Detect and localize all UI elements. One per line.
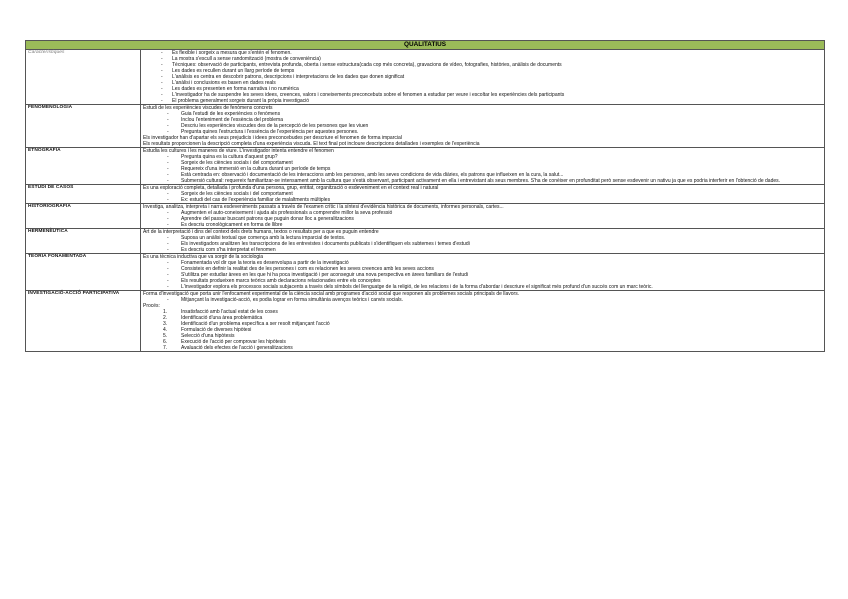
step-number: 2. bbox=[163, 315, 168, 321]
table-row bbox=[26, 148, 825, 185]
row-intro: Forma d'investigació que porta unir l'enfocament experimental de la ciència social amb programes d'acció social que responen als problemes socials principals de llavors. bbox=[143, 291, 520, 297]
list-item: - Les dades es presenten en forma narrativa i no numèrica bbox=[143, 86, 822, 92]
row-intro: Art de la interpretació i dins del context dels drets humans, textos o resultats per a que es puguin entendre bbox=[143, 229, 379, 235]
list-item: - Les dades es recullen durant un llarg període de temps bbox=[143, 68, 822, 74]
list-item: - Pregunta quines l'estructura i l'essència de l'experiència per aquestes persones. bbox=[143, 129, 822, 135]
list-item: - L'anàlisi i conclusions es basen en dades reals bbox=[143, 80, 822, 86]
row-content-hermeneutica bbox=[141, 229, 825, 254]
list-item: - Ex: estudi del cas de l'experiència familiar de malaltments múltiples bbox=[143, 197, 822, 203]
step-number: 5. bbox=[163, 333, 168, 339]
table-header-row bbox=[26, 41, 825, 50]
list-item: - La mostra s'escull a sense randomització (mostra de conveniència) bbox=[143, 56, 822, 62]
list-item: - Guia l'estudi de les experiències o fenòmens bbox=[143, 111, 822, 117]
row-label-etnografia: ETNOGRAFIA bbox=[26, 148, 141, 185]
step-text: Execució de l'acció per comprovar les hipòtesis bbox=[181, 339, 286, 345]
list-item bbox=[143, 345, 822, 351]
table-row bbox=[26, 229, 825, 254]
qualitative-methods-table bbox=[25, 40, 825, 352]
row-content-caracteristiques bbox=[141, 50, 825, 105]
table-row bbox=[26, 50, 825, 105]
list-item: - Pregunta quina es la cultura d'aquest grup? bbox=[143, 154, 822, 160]
table-row bbox=[26, 291, 825, 352]
step-text: Identificació d'una àrea problemàtica bbox=[181, 315, 263, 321]
row-label-iap: INVESTIGACIÓ-ACCIÓ PARTICIPATIVA bbox=[26, 291, 141, 352]
row-content-teoria bbox=[141, 254, 825, 291]
row-content-estudi-casos bbox=[141, 185, 825, 204]
list-item: - L'investigador ha de suspendre les seves idees, creences, valors i coneixements preconcebuts sobre el fenomen a estudiar per veure i escoltar les experiències dels participants bbox=[143, 92, 822, 98]
list-item: - Sorgeix de les ciències socials i del comportament bbox=[143, 160, 822, 166]
row-intro: És una exploració completa, detallada i profunda d'una persona, grup, entitat, organització o esdeveniment en el context real i natural bbox=[143, 185, 439, 191]
row-content-etnografia bbox=[141, 148, 825, 185]
list-item: - El problema generalment sorgeix durant la pròpia investigació bbox=[143, 98, 822, 104]
row-intro: Estudia les cultures i les maneres de viure. L'investigador intenta entendre el fenomen bbox=[143, 148, 334, 154]
list-item: - Mitjançant la investigació-acció, es podia lograr en forma simultània avenços teòrics i canvis socials. bbox=[143, 297, 822, 303]
list-item: - S'utilitza per estudiar àrees en les que hi ha poca investigació i per aconseguir una nova perspectiva en àrees familiars de l'estudi bbox=[143, 272, 822, 278]
list-item: - Requereix d'una immersió en la cultura durant un període de temps bbox=[143, 166, 822, 172]
list-item: - Es descriu com s'ha interpretat el fenomen bbox=[143, 247, 822, 253]
step-text: Formulació de diverses hipòtesi bbox=[181, 327, 252, 333]
table-row bbox=[26, 185, 825, 204]
step-number: 7. bbox=[163, 345, 168, 351]
table-title: QUALITATIUS bbox=[26, 41, 825, 50]
list-item: - Els investigadors analitzen les transcripcions de les entrevistes i documents publicats i s'identifiquen els subtemes i temes d'estudi bbox=[143, 241, 822, 247]
list-item: - Descriu les experiències viscudes des de la percepció de les persones que les viuen bbox=[143, 123, 822, 129]
step-text: Avaluació dels efectes de l'acció i generalitzacions bbox=[181, 345, 293, 351]
list-item: - Tècniques: observació de participants, entrevista profunda, oberta i sense estructura(cada cop més concreta), gravacions de vídeo, fotografies, històries, anàlisis de documents bbox=[143, 62, 822, 68]
list-item: - L'investigador explora els processos socials subjacents a través dels símbols del llenguatge de la religió, de les relacions i de la forma d'abordar i descriure el significat més profund d'un succés com un marc teòric. bbox=[143, 284, 822, 290]
step-text: Identificació d'un problema específica a ser resolt mitjançant l'acció bbox=[181, 321, 330, 327]
row-label-caracteristiques: Característiques bbox=[26, 50, 141, 105]
row-content-fenomenologia bbox=[141, 105, 825, 148]
row-label-fenomenologia: FENOMENOLOGIA bbox=[26, 105, 141, 148]
table-row bbox=[26, 254, 825, 291]
row-content-iap bbox=[141, 291, 825, 352]
row-intro: És una tècnica inductiva que va sorgir de la sociologia bbox=[143, 254, 264, 260]
row-label-teoria: TEORIA FONAMENTADA bbox=[26, 254, 141, 291]
list-item: - És flexible i sorgeix a mesura que s'entén el fenomen. bbox=[143, 50, 822, 56]
list-item: - Consisteix en definir la realitat des de les persones i com es relacionen les seves creences amb les seves accions bbox=[143, 266, 822, 272]
row-label-historiografia: HISTORIOGRAFIA bbox=[26, 204, 141, 229]
row-text-line: Els resultats proporcionen la descripció completa d'una experiència viscuda. El text final pot incloure descripcions detallades i exemples de l'experiència bbox=[143, 141, 480, 147]
list-item: - Submersió cultural: requereix familiaritzar-se intensament amb la cultura que s'està observant, participant activament en ella i entrevistant als seus membres. S'ha de conèixer en profunditat però sense esdevenir un nativu ja que es podria interferir en l'obtenció de dades. bbox=[143, 178, 822, 184]
step-number: 6. bbox=[163, 339, 168, 345]
list-item: - Inclou l'enteniment de l'essència del problema bbox=[143, 117, 822, 123]
row-text-line: Els investigador han d'apartar els seus prejudicis i idees preconcebudes per descriure el fenomen de forma imparcial bbox=[143, 135, 402, 141]
list-item: - Aprendre del passar buscant patrons que puguin donar lloc a generalitzacions bbox=[143, 216, 822, 222]
list-item: - Sorgeix de les ciències socials i del comportament bbox=[143, 191, 822, 197]
row-content-historiografia bbox=[141, 204, 825, 229]
row-label-hermeneutica: HERMENÈUTICA bbox=[26, 229, 141, 254]
list-item: - Està centrada en: observació i documentació de les interaccions amb les persones, amb les seves condicions de vida diàries, els patrons que influeixen en la cura, la salut... bbox=[143, 172, 822, 178]
list-item: - Augmenten el auto-coneixement i ajuda als professionals a comprendre millor la seva professió bbox=[143, 210, 822, 216]
table-row bbox=[26, 204, 825, 229]
step-text: Insatisfacció amb l'actual estat de les coses bbox=[181, 309, 278, 315]
list-item: - L'anàlisis es centra en descobrir patrons, descripcions i interpretacions de les dades que donen significat bbox=[143, 74, 822, 80]
row-label-estudi-casos: ESTUDI DE CASOS bbox=[26, 185, 141, 204]
table-row bbox=[26, 105, 825, 148]
step-text: Selecció d'una hipòtesis bbox=[181, 333, 235, 339]
list-item: - Es descriu cronològicament en forma de llibre bbox=[143, 222, 822, 228]
list-item: - Suposa un anàlisi textual que comença amb la lectura imparcial de textos. bbox=[143, 235, 822, 241]
proces-label: Procés: bbox=[143, 303, 160, 309]
step-number: 3. bbox=[163, 321, 168, 327]
row-intro: Estudi de les experiències viscudes de fenòmens concrets bbox=[143, 105, 273, 111]
row-intro: Investiga, analitza, interpreta i narra esdeveniments passats a través de l'examen crític i la síntesi d'evidència històrica de documents, informes personals, cartes... bbox=[143, 204, 504, 210]
step-number: 4. bbox=[163, 327, 168, 333]
step-number: 1. bbox=[163, 309, 168, 315]
list-item: - Els resultats produeixen marcs teòrics amb declaracions relacionades entre els conceptes bbox=[143, 278, 822, 284]
list-item: - Fonamentada vol dir que la teoria es desenvolupa a partir de la investigació bbox=[143, 260, 822, 266]
